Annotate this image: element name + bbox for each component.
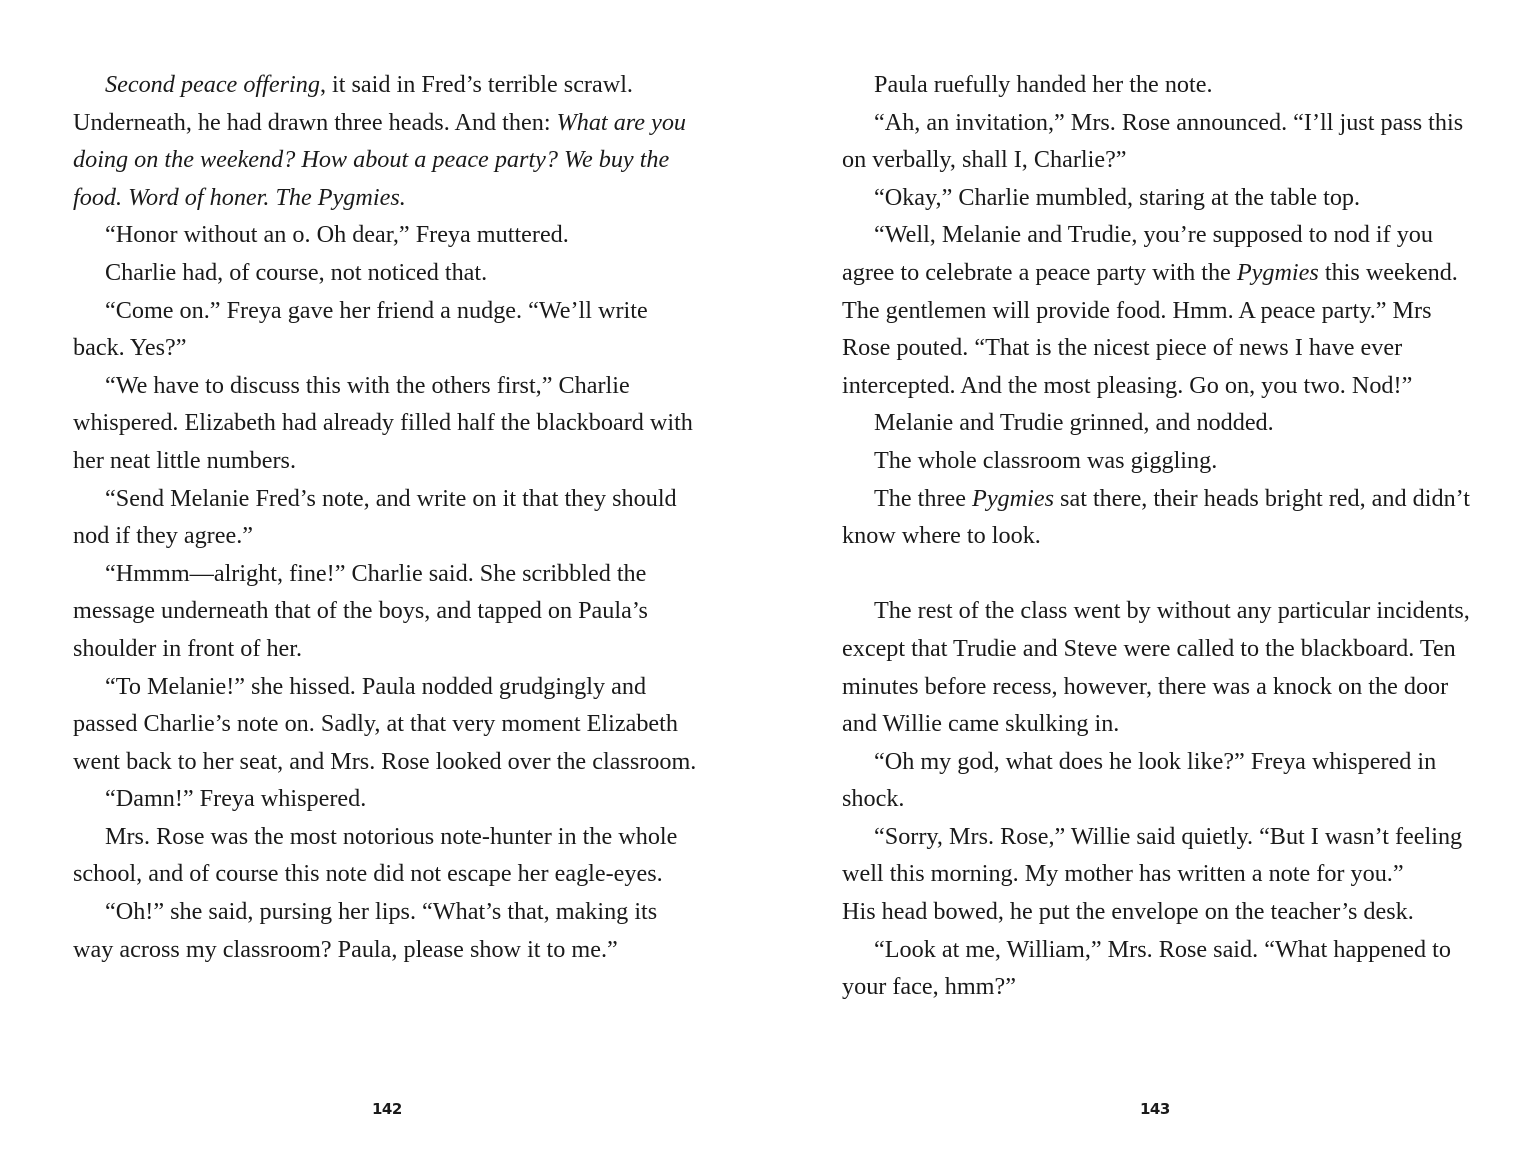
paragraph [73, 216, 703, 254]
paragraph-text: Paula ruefully handed her the note. [874, 71, 1213, 98]
paragraph [73, 292, 703, 367]
italic-text: Pygmies [972, 484, 1054, 512]
page-number-left: 142 [372, 1100, 402, 1118]
paragraph-text: “Send Melanie Fred’s note, and write on it that they should nod if they agree.” [73, 484, 677, 550]
paragraph-text: sat there, their heads bright red, and didn’t know where to look. [842, 484, 1470, 550]
paragraph-text: Charlie had, of course, not noticed that. [105, 258, 488, 286]
paragraph [842, 216, 1472, 404]
paragraph-text: , it said in Fred’s terrible scrawl. Underneath, he had drawn three heads. And then: [73, 71, 633, 136]
paragraph-text: Mrs. Rose was the most notorious note-hunter in the whole school, and of course this note did not escape her eagle-eyes. [73, 822, 678, 888]
paragraph-text: “Hmmm—alright, fine!” Charlie said. She scribbled the message underneath that of the boys, and tapped on Paula’s shoulder in front of her. [73, 559, 648, 662]
paragraph-text: “Look at me, William,” Mrs. Rose said. “What happened to your face, hmm?” [842, 935, 1451, 1001]
paragraph-text: “Well, Melanie and Trudie, you’re supposed to nod if you agree to celebrate a peace party with the [842, 221, 1433, 286]
paragraph-text: “Come on.” Freya gave her friend a nudge. “We’ll write back. Yes?” [73, 296, 648, 362]
paragraph-text: “Oh!” she said, pursing her lips. “What’s that, making its way across my classroom? Paula, please show it to me.” [73, 898, 658, 963]
paragraph [73, 668, 703, 781]
page-number-right: 143 [1140, 1100, 1170, 1118]
paragraph-text: His head bowed, he put the envelope on the teacher’s desk. [842, 898, 1414, 926]
paragraph [842, 66, 1472, 104]
paragraph [73, 893, 703, 968]
italic-text: Second peace offering [105, 71, 320, 98]
italic-text: What are you doing on the weekend? How about a peace party? We buy the food. Word of honer. The Pygmies. [73, 108, 687, 211]
paragraph-text: “To Melanie!” she hissed. Paula nodded grudgingly and passed Charlie’s note on. Sadly, at that very moment Elizabeth went back to her seat, and Mrs. Rose looked over the classroom. [73, 672, 697, 775]
paragraph-text: “We have to discuss this with the others first,” Charlie whispered. Elizabeth had already filled half the blackboard with her neat little numbers. [73, 371, 693, 474]
paragraph [73, 818, 703, 893]
paragraph-text: “Ah, an invitation,” Mrs. Rose announced. “I’ll just pass this on verbally, shall I, Charlie?” [842, 108, 1464, 174]
paragraph [842, 592, 1472, 742]
paragraph [73, 254, 703, 292]
left-page-text [73, 66, 703, 968]
paragraph-text: “Damn!” Freya whispered. [105, 785, 367, 813]
paragraph [842, 104, 1472, 179]
paragraph [842, 442, 1472, 480]
paragraph-text: “Oh my god, what does he look like?” Freya whispered in shock. [842, 747, 1437, 813]
paragraph [73, 367, 703, 480]
paragraph [842, 931, 1472, 1006]
paragraph [73, 66, 703, 216]
italic-text: Pygmies [1236, 258, 1319, 286]
paragraph-text: The rest of the class went by without any particular incidents, except that Trudie and Steve were called to the blackboard. Ten minutes before recess, however, there was a knock on the door and Willie came skulking in. [842, 597, 1470, 738]
paragraph-text: “Sorry, Mrs. Rose,” Willie said quietly. “But I wasn’t feeling well this morning. My mother has written a note for you.” [842, 822, 1463, 888]
paragraph-text: The three [874, 484, 973, 512]
paragraph [73, 555, 703, 668]
paragraph [842, 404, 1472, 442]
paragraph [842, 179, 1472, 217]
paragraph [842, 893, 1472, 931]
paragraph [73, 780, 703, 818]
paragraph-text: “Okay,” Charlie mumbled, staring at the table top. [874, 183, 1361, 211]
paragraph-text: “Honor without an o. Oh dear,” Freya muttered. [105, 221, 569, 249]
right-page-text [842, 66, 1472, 1006]
paragraph-text: this weekend. The gentlemen will provide food. Hmm. A peace party.” Mrs Rose pouted. “That is the nicest piece of news I have ever intercepted. And the most pleasing. Go on, you two. Nod!” [842, 258, 1458, 399]
paragraph-text: The whole classroom was giggling. [874, 446, 1218, 474]
paragraph [73, 480, 703, 555]
paragraph-text: Melanie and Trudie grinned, and nodded. [874, 409, 1274, 437]
paragraph [842, 818, 1472, 893]
paragraph [842, 743, 1472, 818]
paragraph [842, 480, 1472, 555]
